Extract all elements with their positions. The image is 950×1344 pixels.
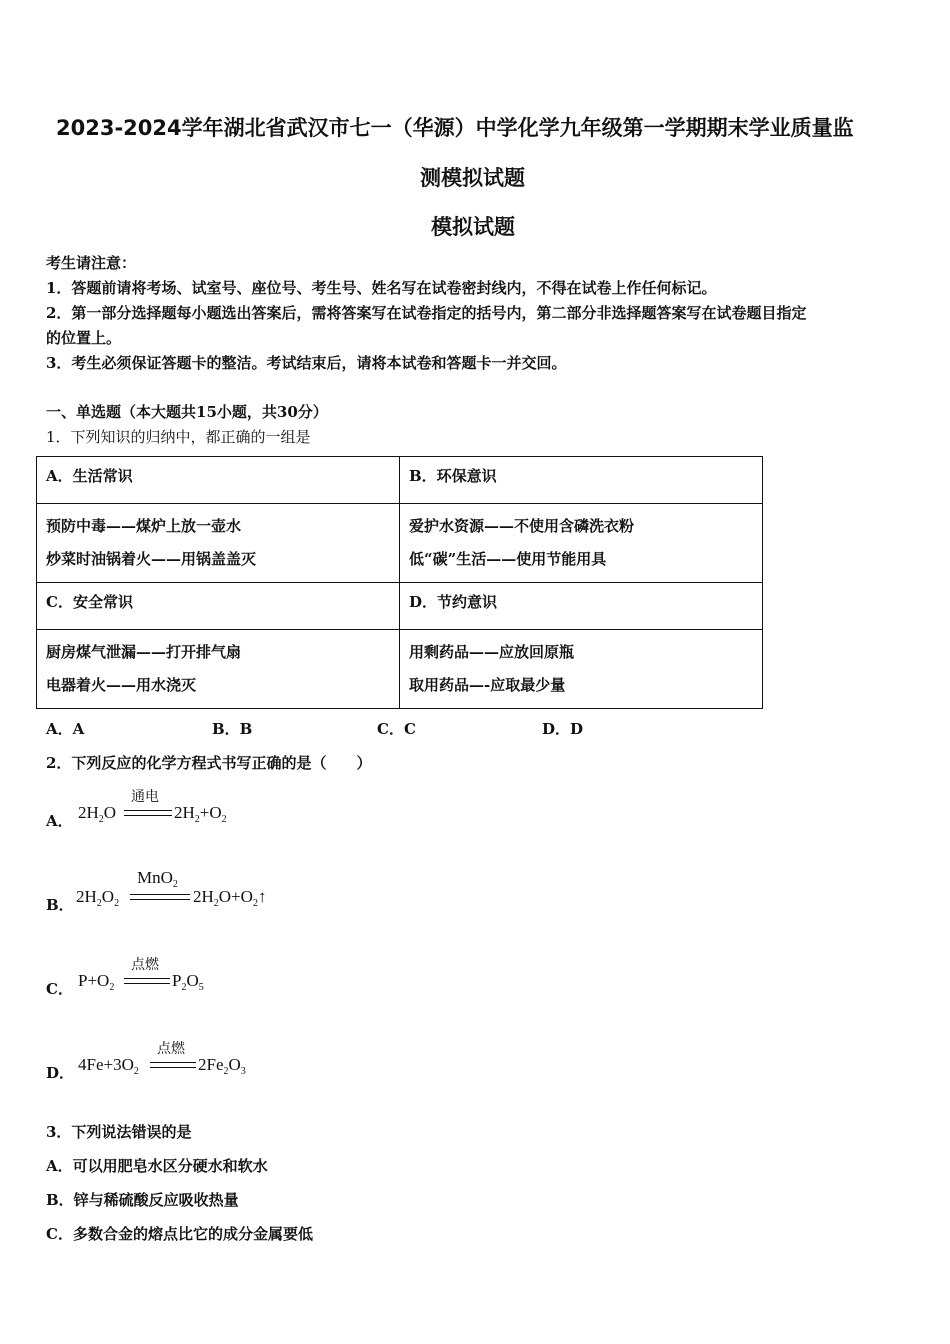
formula-text: 2H: [193, 887, 214, 906]
table-cell-header: C．安全常识: [37, 583, 400, 630]
question-3-option-a[interactable]: A．可以用肥皂水区分硬水和软水: [46, 1157, 268, 1175]
table-cell-header: D．节约意识: [400, 583, 763, 630]
table-cell: [400, 630, 763, 709]
page-title-line2: 测模拟试题: [420, 166, 525, 190]
equation-c-condition: 点燃: [131, 958, 159, 973]
notice-item: 1．答题前请将考场、试室号、座位号、考生号、姓名写在试卷密封线内，不得在试卷上作任何标记。: [46, 279, 717, 297]
formula-text: P: [172, 971, 182, 990]
question-3-option-c[interactable]: C．多数合金的熔点比它的成分金属要低: [46, 1225, 313, 1243]
section-heading: 一、单选题（本大题共15小题，共30分）: [46, 403, 328, 421]
equation-c-equals: [124, 978, 170, 984]
equation-c-lhs: [78, 971, 114, 993]
table-cell: [37, 630, 400, 709]
formula-text: O: [228, 1055, 241, 1074]
equation-b-lhs: [76, 887, 119, 909]
equation-a-equals: [124, 810, 172, 816]
equation-d-lhs: [78, 1055, 139, 1077]
formula-text: O: [186, 971, 199, 990]
formula-subscript: 3: [240, 1066, 246, 1077]
formula-text: 2H: [76, 887, 97, 906]
formula-text: 2Fe: [198, 1055, 224, 1074]
formula-subscript: 2: [114, 898, 120, 909]
notice-item: 3．考生必须保证答题卡的整洁。考试结束后，请将本试卷和答题卡一并交回。: [46, 354, 567, 372]
page-title-line1: 2023-2024学年湖北省武汉市七一（华源）中学化学九年级第一学期期末学业质量监: [56, 116, 854, 140]
table-cell-line: 炒菜时油锅着火——用锅盖盖灭: [46, 550, 257, 568]
question-3-option-b[interactable]: B．锌与稀硫酸反应吸收热量: [46, 1191, 239, 1209]
notice-item: 的位置上。: [46, 329, 122, 347]
table-cell-line: 取用药品—-应取最少量: [409, 676, 566, 694]
question-1-option-b[interactable]: B．B: [212, 720, 253, 738]
equation-a-rhs: [174, 803, 227, 825]
formula-subscript: 5: [198, 982, 204, 993]
formula-text: O: [101, 887, 115, 906]
formula-text: 2H: [78, 803, 99, 822]
question-2-option-c-label[interactable]: C．: [46, 980, 73, 998]
formula-text: 4Fe+3O: [78, 1055, 134, 1074]
question-1-table: [36, 456, 763, 709]
formula-text: O+O: [218, 887, 253, 906]
table-cell-line: 用剩药品——应放回原瓶: [409, 643, 575, 661]
question-3-stem: 3．下列说法错误的是: [46, 1123, 192, 1141]
equation-d-condition: 点燃: [157, 1042, 185, 1057]
question-2-stem: 2．下列反应的化学方程式书写正确的是（ ）: [46, 754, 372, 772]
formula-text: 2H: [174, 803, 195, 822]
formula-text: +O: [199, 803, 222, 822]
question-2-option-a-label[interactable]: A．: [46, 812, 73, 830]
formula-subscript: 2: [213, 898, 219, 909]
table-cell-line: 厨房煤气泄漏——打开排气扇: [46, 643, 242, 661]
formula-subscript: 2: [194, 814, 200, 825]
formula-subscript: 2: [252, 898, 258, 909]
table-cell-line: 低“碳”生活——使用节能用具: [409, 550, 607, 568]
formula-subscript: 2: [133, 1066, 139, 1077]
table-cell-line: 预防中毒——煤炉上放一壶水: [46, 517, 242, 535]
question-2-option-d-label[interactable]: D．: [46, 1064, 75, 1082]
notice-item: 2．第一部分选择题每小题选出答案后，需将答案写在试卷指定的括号内，第二部分非选择题答案写在试卷题目指定: [46, 304, 807, 322]
formula-subscript: 2: [221, 814, 227, 825]
formula-text: P+O: [78, 971, 110, 990]
formula-subscript: 2: [109, 982, 115, 993]
equation-a-condition: 通电: [131, 790, 159, 805]
question-1-stem: 1．下列知识的归纳中，都正确的一组是: [46, 428, 311, 446]
table-cell-line: 电器着火——用水浇灭: [46, 676, 197, 694]
table-cell-header: B．环保意识: [400, 457, 763, 504]
formula-subscript: 2: [181, 982, 187, 993]
formula-subscript: 2: [98, 814, 104, 825]
table-cell-header: A．生活常识: [37, 457, 400, 504]
equation-d-rhs: [198, 1055, 246, 1077]
question-2-option-b-label[interactable]: B．: [46, 896, 74, 914]
table-cell-line: 爱护水资源——不使用含磷洗衣粉: [409, 517, 635, 535]
equation-b-rhs: [193, 887, 266, 909]
notice-heading: 考生请注意：: [46, 254, 137, 272]
formula-subscript: 2: [96, 898, 102, 909]
formula-text: ↑: [257, 887, 267, 906]
page-subtitle: 模拟试题: [431, 215, 515, 239]
table-cell: [400, 504, 763, 583]
question-1-option-a[interactable]: A．A: [46, 720, 85, 738]
formula-subscript: 2: [223, 1066, 229, 1077]
formula-text: O: [103, 803, 117, 822]
table-cell: [37, 504, 400, 583]
question-1-option-c[interactable]: C．C: [377, 720, 416, 738]
equation-d-equals: [150, 1062, 196, 1068]
question-1-option-d[interactable]: D．D: [542, 720, 584, 738]
equation-b-equals: [130, 894, 190, 900]
equation-b-condition: MnO$_2$: [137, 868, 178, 890]
equation-a-lhs: [78, 803, 116, 825]
equation-c-rhs: [172, 971, 204, 993]
